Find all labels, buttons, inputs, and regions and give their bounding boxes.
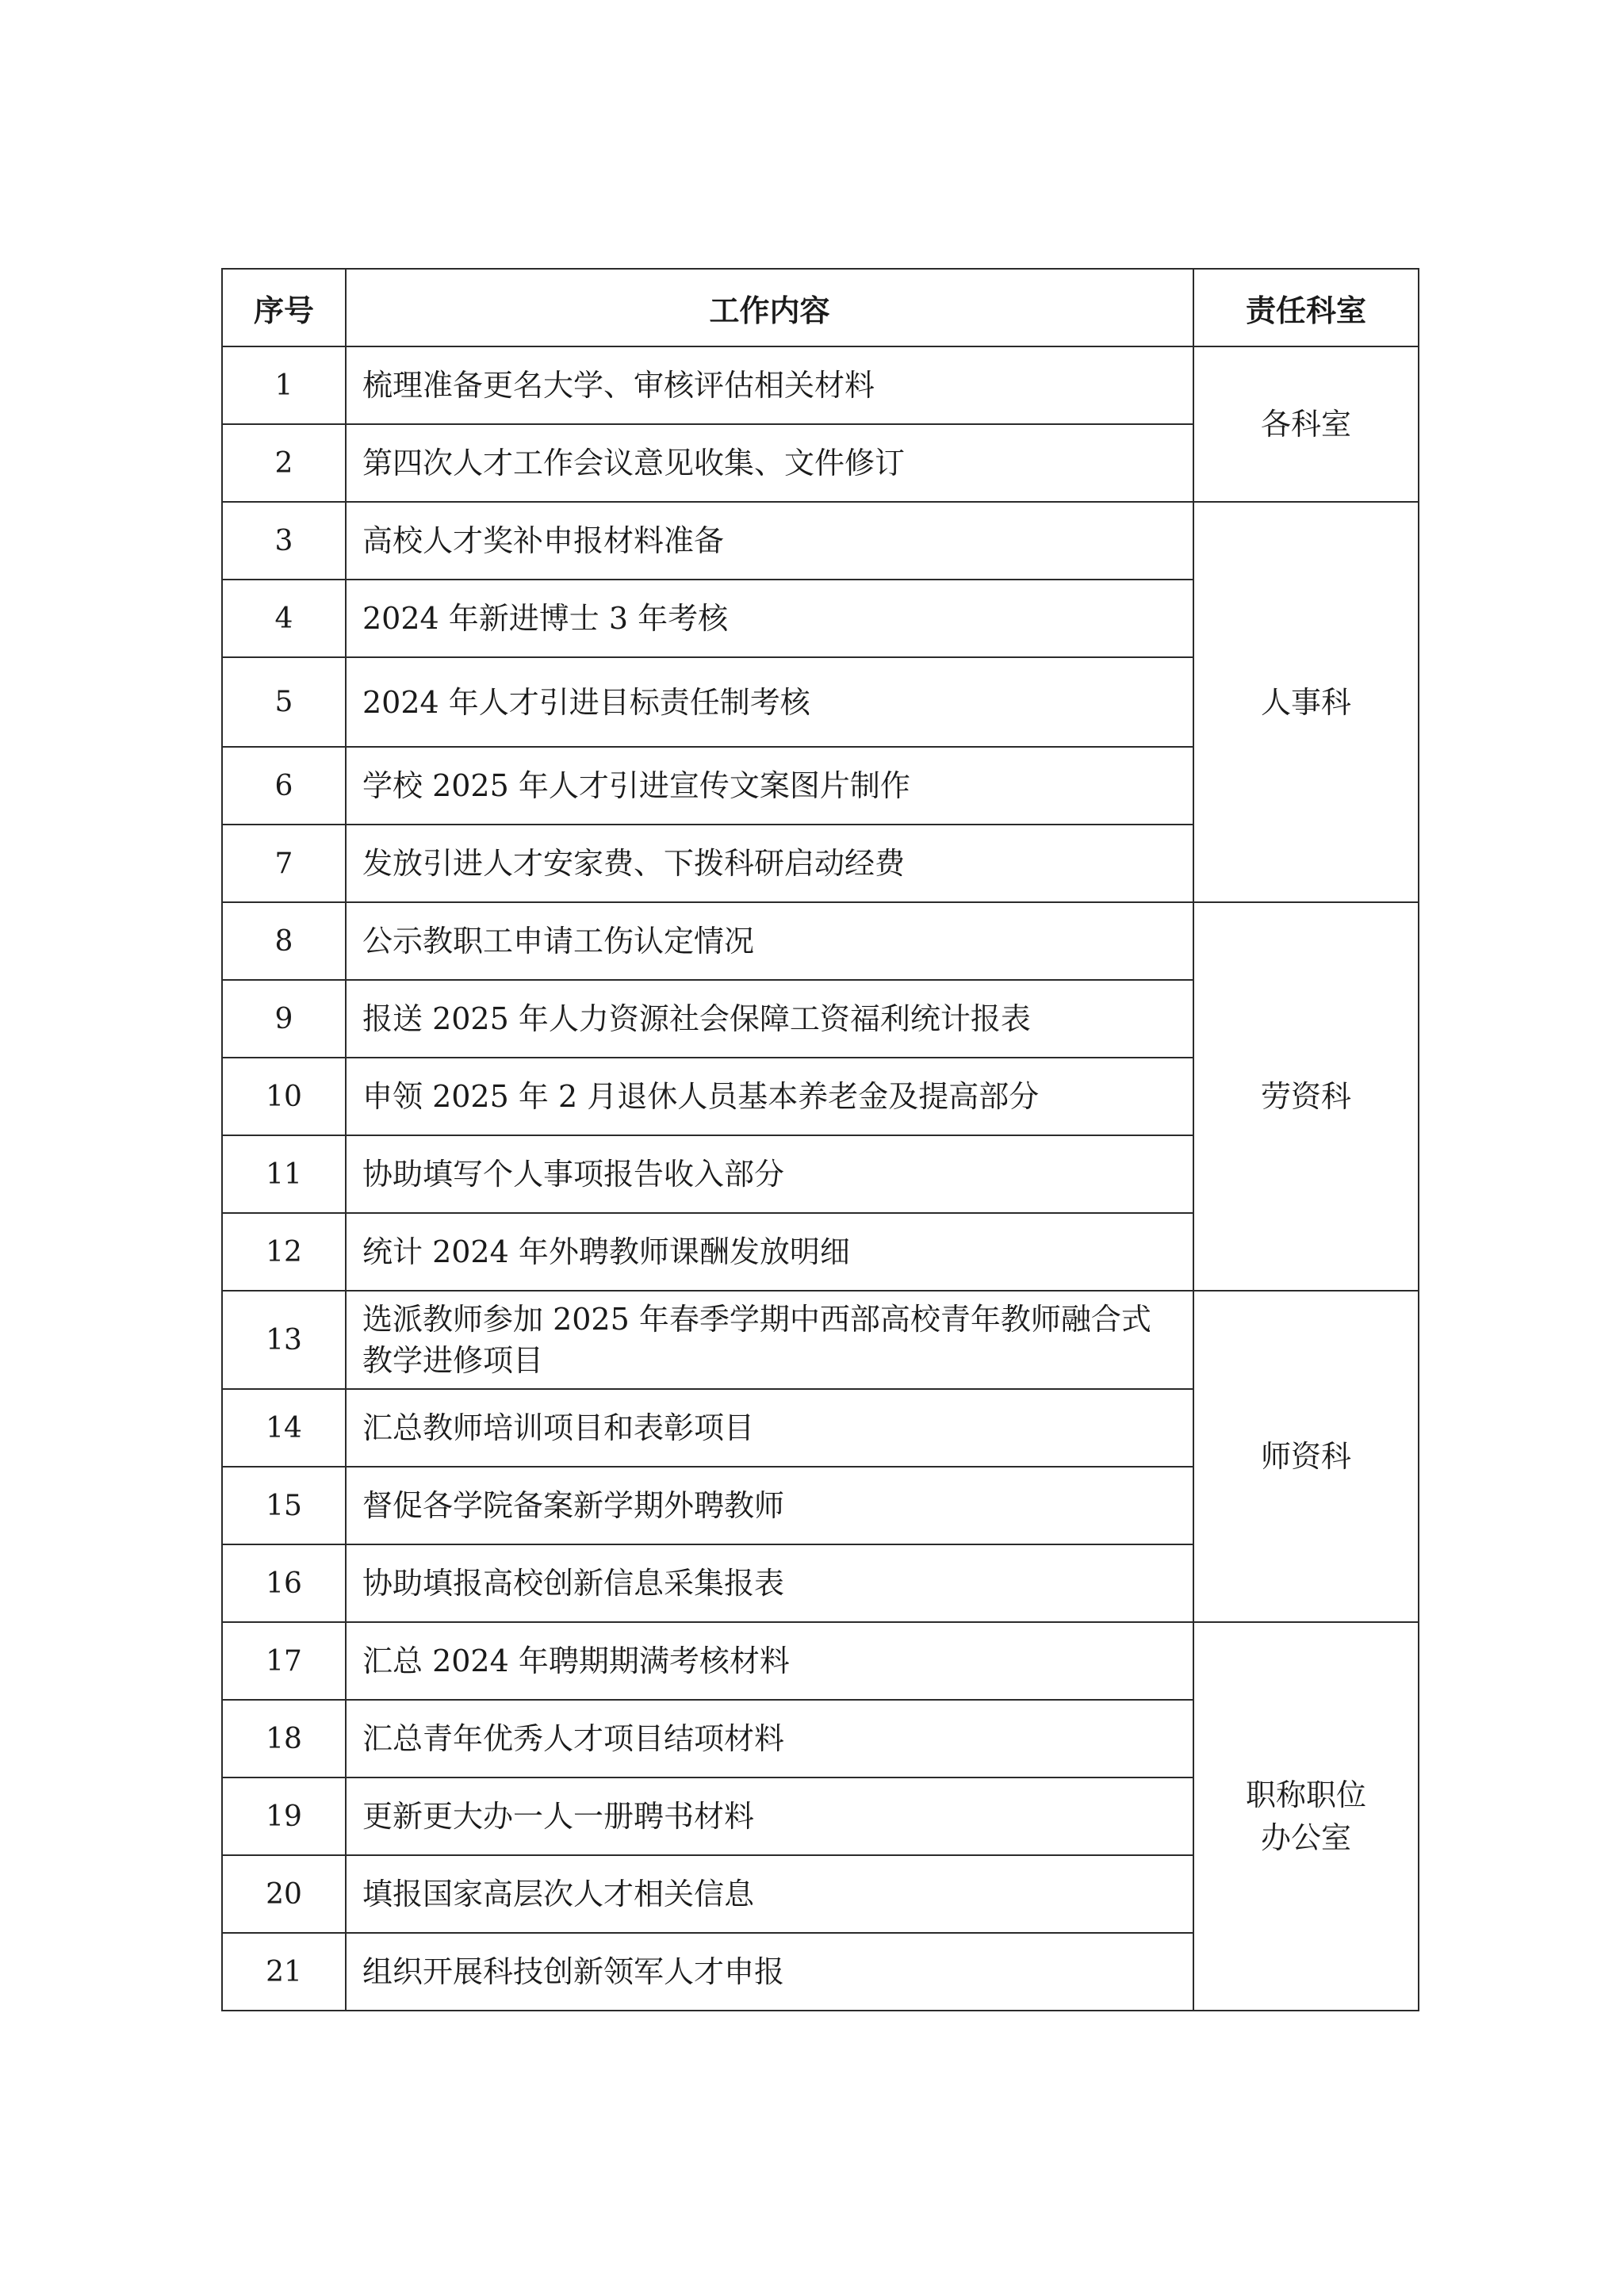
row-seq: 9: [222, 980, 346, 1058]
row-seq: 5: [222, 657, 346, 747]
row-seq: 7: [222, 825, 346, 902]
row-seq: 8: [222, 902, 346, 980]
row-seq: 1: [222, 346, 346, 424]
row-task: 统计 2024 年外聘教师课酬发放明细: [346, 1213, 1193, 1291]
row-task: 选派教师参加 2025 年春季学期中西部高校青年教师融合式教学进修项目: [346, 1291, 1193, 1389]
row-task: 2024 年人才引进目标责任制考核: [346, 657, 1193, 747]
dept-label: 师资科: [1260, 1439, 1351, 1474]
row-seq: 17: [222, 1622, 346, 1700]
row-task: 梳理准备更名大学、审核评估相关材料: [346, 346, 1193, 424]
row-task: 2024 年新进博士 3 年考核: [346, 580, 1193, 657]
table-row: [222, 1622, 1419, 1700]
work-plan-table: [221, 268, 1419, 2011]
row-seq: 6: [222, 747, 346, 825]
row-seq: 13: [222, 1291, 346, 1389]
row-seq: 4: [222, 580, 346, 657]
header-seq: 序号: [222, 269, 346, 346]
row-task: 第四次人才工作会议意见收集、文件修订: [346, 424, 1193, 502]
row-task: 公示教职工申请工伤认定情况: [346, 902, 1193, 980]
table-row: [222, 346, 1419, 424]
row-task: 汇总教师培训项目和表彰项目: [346, 1389, 1193, 1467]
table-row: [222, 1291, 1419, 1389]
dept-cell: [1193, 502, 1419, 902]
row-task: 发放引进人才安家费、下拨科研启动经费: [346, 825, 1193, 902]
table-row: [222, 502, 1419, 580]
row-seq: 12: [222, 1213, 346, 1291]
row-seq: 15: [222, 1467, 346, 1544]
dept-label: 劳资科: [1260, 1079, 1351, 1114]
row-seq: 18: [222, 1700, 346, 1777]
dept-label: 各科室: [1260, 407, 1351, 442]
row-seq: 2: [222, 424, 346, 502]
row-seq: 19: [222, 1777, 346, 1855]
dept-cell: [1193, 1622, 1419, 2011]
dept-label-line-1: 职称职位: [1245, 1777, 1366, 1812]
dept-cell: [1193, 346, 1419, 502]
row-task: 督促各学院备案新学期外聘教师: [346, 1467, 1193, 1544]
row-task: 学校 2025 年人才引进宣传文案图片制作: [346, 747, 1193, 825]
row-task: 填报国家高层次人才相关信息: [346, 1855, 1193, 1933]
header-task: 工作内容: [346, 269, 1193, 346]
row-seq: 3: [222, 502, 346, 580]
row-task: 汇总 2024 年聘期期满考核材料: [346, 1622, 1193, 1700]
row-task: 更新更大办一人一册聘书材料: [346, 1777, 1193, 1855]
row-seq: 16: [222, 1544, 346, 1622]
dept-cell: [1193, 1291, 1419, 1622]
dept-cell: [1193, 902, 1419, 1291]
row-task: 汇总青年优秀人才项目结项材料: [346, 1700, 1193, 1777]
row-seq: 20: [222, 1855, 346, 1933]
dept-label: 人事科: [1260, 684, 1351, 720]
row-task: 高校人才奖补申报材料准备: [346, 502, 1193, 580]
table-row: [222, 902, 1419, 980]
row-seq: 11: [222, 1135, 346, 1213]
row-task: 组织开展科技创新领军人才申报: [346, 1933, 1193, 2011]
dept-label-line-2: 办公室: [1260, 1820, 1351, 1855]
row-task: 申领 2025 年 2 月退休人员基本养老金及提高部分: [346, 1058, 1193, 1135]
table-header-row: [222, 269, 1419, 346]
row-seq: 10: [222, 1058, 346, 1135]
row-task: 协助填报高校创新信息采集报表: [346, 1544, 1193, 1622]
row-task: 协助填写个人事项报告收入部分: [346, 1135, 1193, 1213]
row-seq: 21: [222, 1933, 346, 2011]
row-task: 报送 2025 年人力资源社会保障工资福利统计报表: [346, 980, 1193, 1058]
row-seq: 14: [222, 1389, 346, 1467]
header-dept: 责任科室: [1193, 269, 1419, 346]
